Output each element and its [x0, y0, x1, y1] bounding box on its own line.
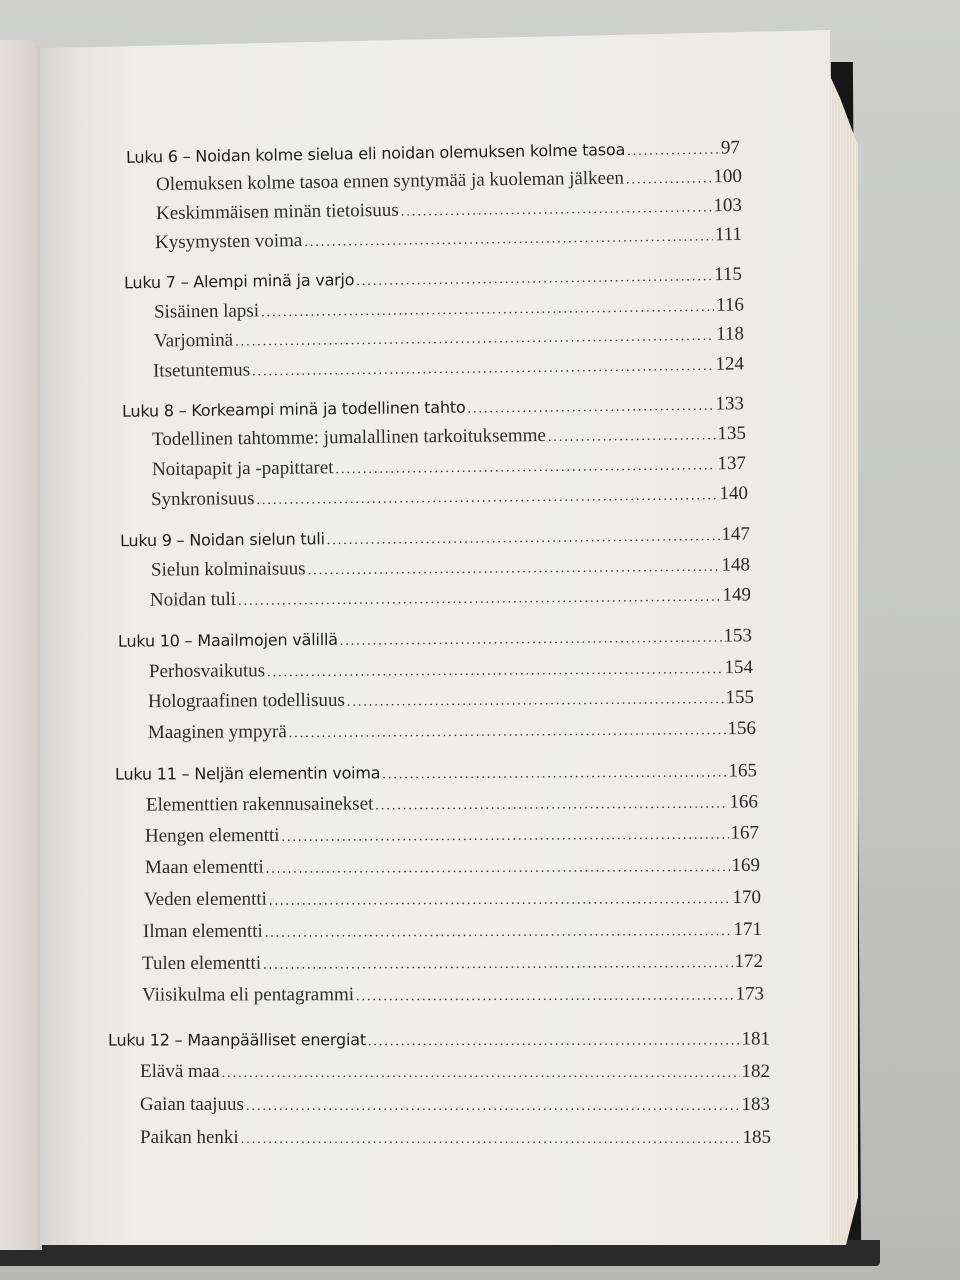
- section-title: Viisikulma eli pentagrammi: [141, 984, 355, 1006]
- toc-section: [152, 423, 746, 451]
- section-title: Maaginen ympyrä: [147, 721, 287, 744]
- dot-leader: [308, 560, 720, 580]
- section-title: Todellinen tahtomme: jumalallinen tarkoituksemme: [151, 424, 546, 451]
- toc-section: [144, 887, 761, 911]
- dot-leader: [340, 631, 722, 650]
- section-title: Gaian taajuus: [140, 1094, 244, 1115]
- section-title: Hengen elementti: [144, 824, 280, 847]
- dot-leader: [252, 359, 714, 381]
- page-number: 103: [713, 194, 743, 217]
- dot-leader: [368, 1033, 740, 1050]
- page-number: 156: [727, 717, 757, 740]
- dot-leader: [269, 892, 731, 910]
- toc-chapter-7: [124, 264, 742, 295]
- section-title: Kysymysten voima: [154, 230, 303, 254]
- chapter-title: Luku 12 – Maanpäälliset energiat: [107, 1030, 366, 1050]
- page-number: 111: [714, 223, 743, 246]
- dot-leader: [246, 1099, 740, 1115]
- section-title: Varjominä: [153, 329, 234, 352]
- dot-leader: [265, 924, 732, 942]
- toc-section: [155, 224, 742, 254]
- toc-section: [149, 657, 753, 683]
- dot-leader: [222, 1066, 740, 1082]
- toc-section: [142, 951, 763, 975]
- section-title: Sielun kolminaisuus: [150, 558, 306, 581]
- section-title: Synkronisuus: [150, 488, 255, 511]
- toc-section: [154, 294, 744, 323]
- dot-leader: [375, 797, 727, 815]
- toc-section: [151, 554, 750, 581]
- dot-leader: [266, 860, 730, 878]
- toc-section: [143, 919, 762, 943]
- page-number: 169: [731, 854, 761, 877]
- toc-section: [145, 822, 759, 847]
- toc-chapter-12: [108, 1028, 770, 1051]
- toc-section: [150, 584, 751, 611]
- dot-leader: [335, 458, 715, 478]
- dot-leader: [327, 529, 720, 549]
- page-number: 167: [730, 822, 760, 844]
- toc-section: [140, 1061, 770, 1083]
- toc-section: [140, 1127, 771, 1149]
- section-title: Itsetuntemus: [152, 359, 251, 382]
- section-title: Elävä maa: [140, 1061, 220, 1082]
- section-title: Tulen elementti: [141, 952, 262, 975]
- dot-leader: [282, 828, 729, 846]
- toc-section: [151, 483, 748, 511]
- toc-section: [146, 791, 758, 816]
- dot-leader: [238, 590, 721, 610]
- dot-leader: [356, 269, 712, 290]
- page-number: 155: [725, 686, 755, 709]
- dot-leader: [626, 171, 712, 188]
- section-title: Sisäinen lapsi: [153, 300, 260, 323]
- section-title: Maan elementti: [144, 856, 264, 879]
- dot-leader: [347, 692, 724, 711]
- dot-leader: [356, 989, 733, 1006]
- chapter-title: Luku 11 – Neljän elementin voima: [114, 763, 381, 784]
- page-number: 135: [717, 422, 747, 445]
- section-title: Keskimmäisen minän tietoisuus: [155, 199, 399, 225]
- page-number: 185: [742, 1127, 771, 1148]
- toc-section: [148, 687, 754, 713]
- dot-leader: [548, 428, 716, 446]
- section-title: Veden elementti: [143, 888, 267, 911]
- section-title: Noitapapit ja -papittaret: [151, 457, 334, 481]
- page-number: 137: [717, 452, 747, 475]
- page-number: 140: [719, 482, 749, 505]
- dot-leader: [267, 662, 722, 681]
- page-number: 166: [729, 791, 759, 813]
- dot-leader: [304, 229, 713, 251]
- toc-section: [145, 855, 760, 879]
- toc-chapter-9: [120, 524, 750, 553]
- section-title: Holograafinen todellisuus: [147, 689, 345, 713]
- page-number: 153: [723, 625, 753, 647]
- page-number: 124: [715, 353, 745, 375]
- toc-chapter-6: [126, 137, 740, 169]
- section-title: Elementtien rakennusainekset: [145, 793, 374, 816]
- dot-leader: [263, 956, 732, 974]
- page-number: 183: [741, 1094, 770, 1115]
- toc-section: [140, 1094, 770, 1116]
- page-number: 115: [714, 263, 743, 286]
- section-title: Olemuksen kolme tasoa ennen syntymää ja kuoleman jälkeen: [155, 167, 625, 196]
- toc-chapter-10: [118, 625, 752, 653]
- page-number: 181: [741, 1028, 771, 1050]
- toc-section: [154, 323, 744, 352]
- dot-leader: [627, 143, 719, 160]
- page-number: 148: [721, 554, 751, 576]
- page-number: 116: [716, 294, 745, 316]
- dot-leader: [467, 399, 713, 418]
- toc-section: [142, 983, 764, 1006]
- chapter-title: Luku 10 – Maailmojen välillä: [117, 629, 338, 651]
- chapter-title: Luku 8 – Korkeampi minä ja todellinen tahto: [121, 397, 466, 421]
- toc-section: [156, 166, 742, 196]
- dot-leader: [241, 1132, 741, 1148]
- page-number: 154: [724, 656, 754, 679]
- toc-section: [156, 195, 742, 225]
- page-number: 100: [713, 165, 743, 188]
- page-number: 133: [715, 393, 745, 415]
- dot-leader: [256, 488, 717, 509]
- toc-section: [148, 718, 756, 744]
- toc-chapter-8: [122, 393, 744, 423]
- page-number: 173: [735, 983, 765, 1005]
- toc-section: [152, 453, 746, 481]
- page-number: 172: [734, 950, 764, 973]
- section-title: Perhosvaikutus: [148, 660, 266, 683]
- chapter-title: Luku 9 – Noidan sielun tuli: [119, 529, 325, 551]
- section-title: Noidan tuli: [149, 588, 237, 611]
- page-number: 171: [733, 918, 763, 941]
- dot-leader: [261, 300, 714, 322]
- page-number: 170: [732, 886, 762, 909]
- chapter-title: Luku 6 – Noidan kolme sielua eli noidan olemuksen kolme tasoa: [125, 139, 626, 167]
- toc-chapter-11: [115, 760, 757, 785]
- page-number: 118: [716, 323, 745, 345]
- section-title: Paikan henki: [140, 1127, 239, 1148]
- chapter-title: Luku 7 – Alempi minä ja varjo: [123, 270, 355, 293]
- toc-section: [153, 353, 744, 382]
- page-number: 97: [720, 137, 741, 159]
- dot-leader: [289, 723, 726, 742]
- page-number: 182: [741, 1061, 770, 1082]
- dot-leader: [235, 329, 714, 351]
- dot-leader: [401, 200, 712, 220]
- page-number: 165: [728, 760, 758, 782]
- page-number: 149: [722, 584, 752, 606]
- page-number: 147: [721, 523, 751, 545]
- dot-leader: [382, 765, 726, 783]
- section-title: Ilman elementti: [142, 920, 263, 943]
